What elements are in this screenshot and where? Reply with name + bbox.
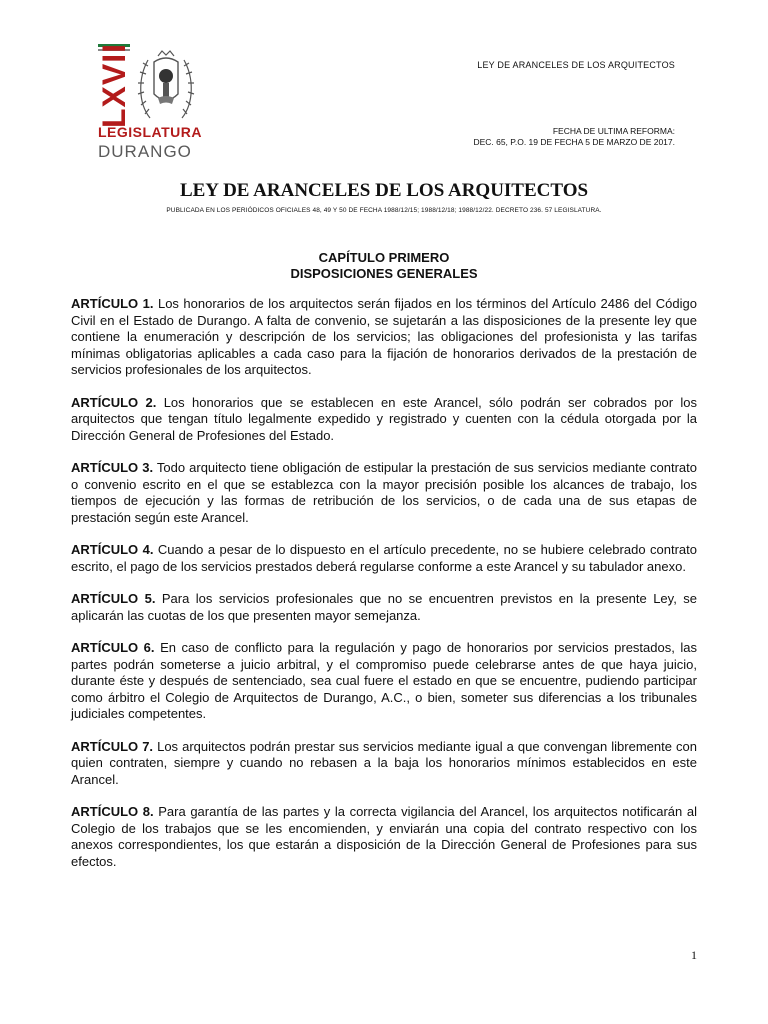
article-text: Para los servicios profesionales que no se encuentren previstos en la presente Ley, se aplicarán las cuotas de los que presenten mayor semejanza. xyxy=(71,591,697,623)
article-paragraph xyxy=(71,640,697,723)
document-title: LEY DE ARANCELES DE LOS ARQUITECTOS xyxy=(179,180,589,201)
article-paragraph xyxy=(71,739,697,789)
article-text: Los honorarios de los arquitectos serán fijados en los términos del Artículo 2486 del Código Civil en el Estado de Durango. A falta de convenio, se sujetarán a las disposiciones de la presente ley que contiene la enumeración y descripción de los servicios; las obligaciones del profesionista y las tarifas mínimas obligatorias aplicables a cada caso para la fijación de honorarios derivados de la prestación de servicios profesionales de los arquitectos. xyxy=(71,296,697,377)
article-text: Los honorarios que se establecen en este Arancel, sólo podrán ser cobrados por los arquitectos que tengan título legalmente expedido y registrado y cuenten con la cédula otorgada por la Dirección General de Profesiones del Estado. xyxy=(71,394,697,443)
article-label: ARTÍCULO 4. xyxy=(71,542,154,557)
article-paragraph xyxy=(71,395,697,445)
article-paragraph xyxy=(71,804,697,870)
article-paragraph xyxy=(71,542,697,575)
reform-value: DEC. 65, P.O. 19 DE FECHA 5 DE MARZO DE 2017. xyxy=(473,137,675,147)
articles-body xyxy=(71,296,697,886)
roman-numeral-text: LXVII xyxy=(95,42,132,128)
article-paragraph xyxy=(71,296,697,379)
legislatura-logo xyxy=(92,44,212,164)
chapter-number: CAPÍTULO PRIMERO xyxy=(318,250,450,265)
article-label: ARTÍCULO 8. xyxy=(71,804,154,819)
article-text: Todo arquitecto tiene obligación de estipular la prestación de sus servicios mediante contrato o convenio escrito en el que se establezca con la mayor precisión posible los alcances de trabajo, los tiempos de ejecución y las formas de retribución de los servicios, o de cada una de sus etapas de prestación según este Arancel. xyxy=(71,460,697,525)
article-paragraph xyxy=(71,591,697,624)
page-number: 1 xyxy=(691,948,697,962)
article-label: ARTÍCULO 2. xyxy=(71,394,157,410)
reform-info xyxy=(473,126,675,148)
logo-roman-numeral xyxy=(95,42,132,128)
publication-subtitle: PUBLICADA EN LOS PERIÓDICOS OFICIALES 48, 49 Y 50 DE FECHA 1988/12/15; 1988/12/18; 1988/12/22. DECRETO 236. 57 LEGISLATURA. xyxy=(166,207,602,214)
article-text: Para garantía de las partes y la correcta vigilancia del Arancel, los arquitectos notificarán al Colegio de los trabajos que se les encomienden, y enviarán una copia del contrato respectivo con los anexos correspondientes, los que estarán a disposición de la Dirección General de Profesiones para sus efectos. xyxy=(71,804,697,869)
article-paragraph xyxy=(71,460,697,526)
chapter-heading xyxy=(0,250,768,282)
article-text: En caso de conflicto para la regulación y pago de honorarios por servicios prestados, las partes podrán someterse a juicio arbitral, y el compromiso puede celebrarse antes de que haya juicio, durante éste y después de sentenciado, sea cual fuere el estado en que se encuentre, pudiendo participar como árbitro el Colegio de Arquitectos de Durango, A.C., o bien, someter sus diferencias a los tribunales judiciales competentes. xyxy=(71,640,697,721)
article-label: ARTÍCULO 1. xyxy=(71,296,154,311)
article-label: ARTÍCULO 6. xyxy=(71,640,155,655)
article-label: ARTÍCULO 7. xyxy=(71,738,154,754)
reform-label: FECHA DE ULTIMA REFORMA: xyxy=(552,126,675,136)
article-text: Cuando a pesar de lo dispuesto en el artículo precedente, no se hubiere celebrado contrato escrito, el pago de los servicios prestados deberá regularse conforme a este Arancel y su tabulador anexo. xyxy=(71,542,697,574)
article-label: ARTÍCULO 5. xyxy=(71,591,156,606)
article-label: ARTÍCULO 3. xyxy=(71,460,154,475)
running-header-title: LEY DE ARANCELES DE LOS ARQUITECTOS xyxy=(477,60,675,70)
logo-durango-text: DURANGO xyxy=(98,142,192,161)
coat-of-arms-icon xyxy=(136,48,196,122)
logo-legislatura-text: LEGISLATURA xyxy=(98,124,203,140)
chapter-name: DISPOSICIONES GENERALES xyxy=(290,266,478,281)
article-text: Los arquitectos podrán prestar sus servicios mediante igual a que convengan libremente con quien contraten, siempre y cuando no rebasen a la baja los honorarios mínimos establecidos en este Arancel. xyxy=(71,738,697,787)
